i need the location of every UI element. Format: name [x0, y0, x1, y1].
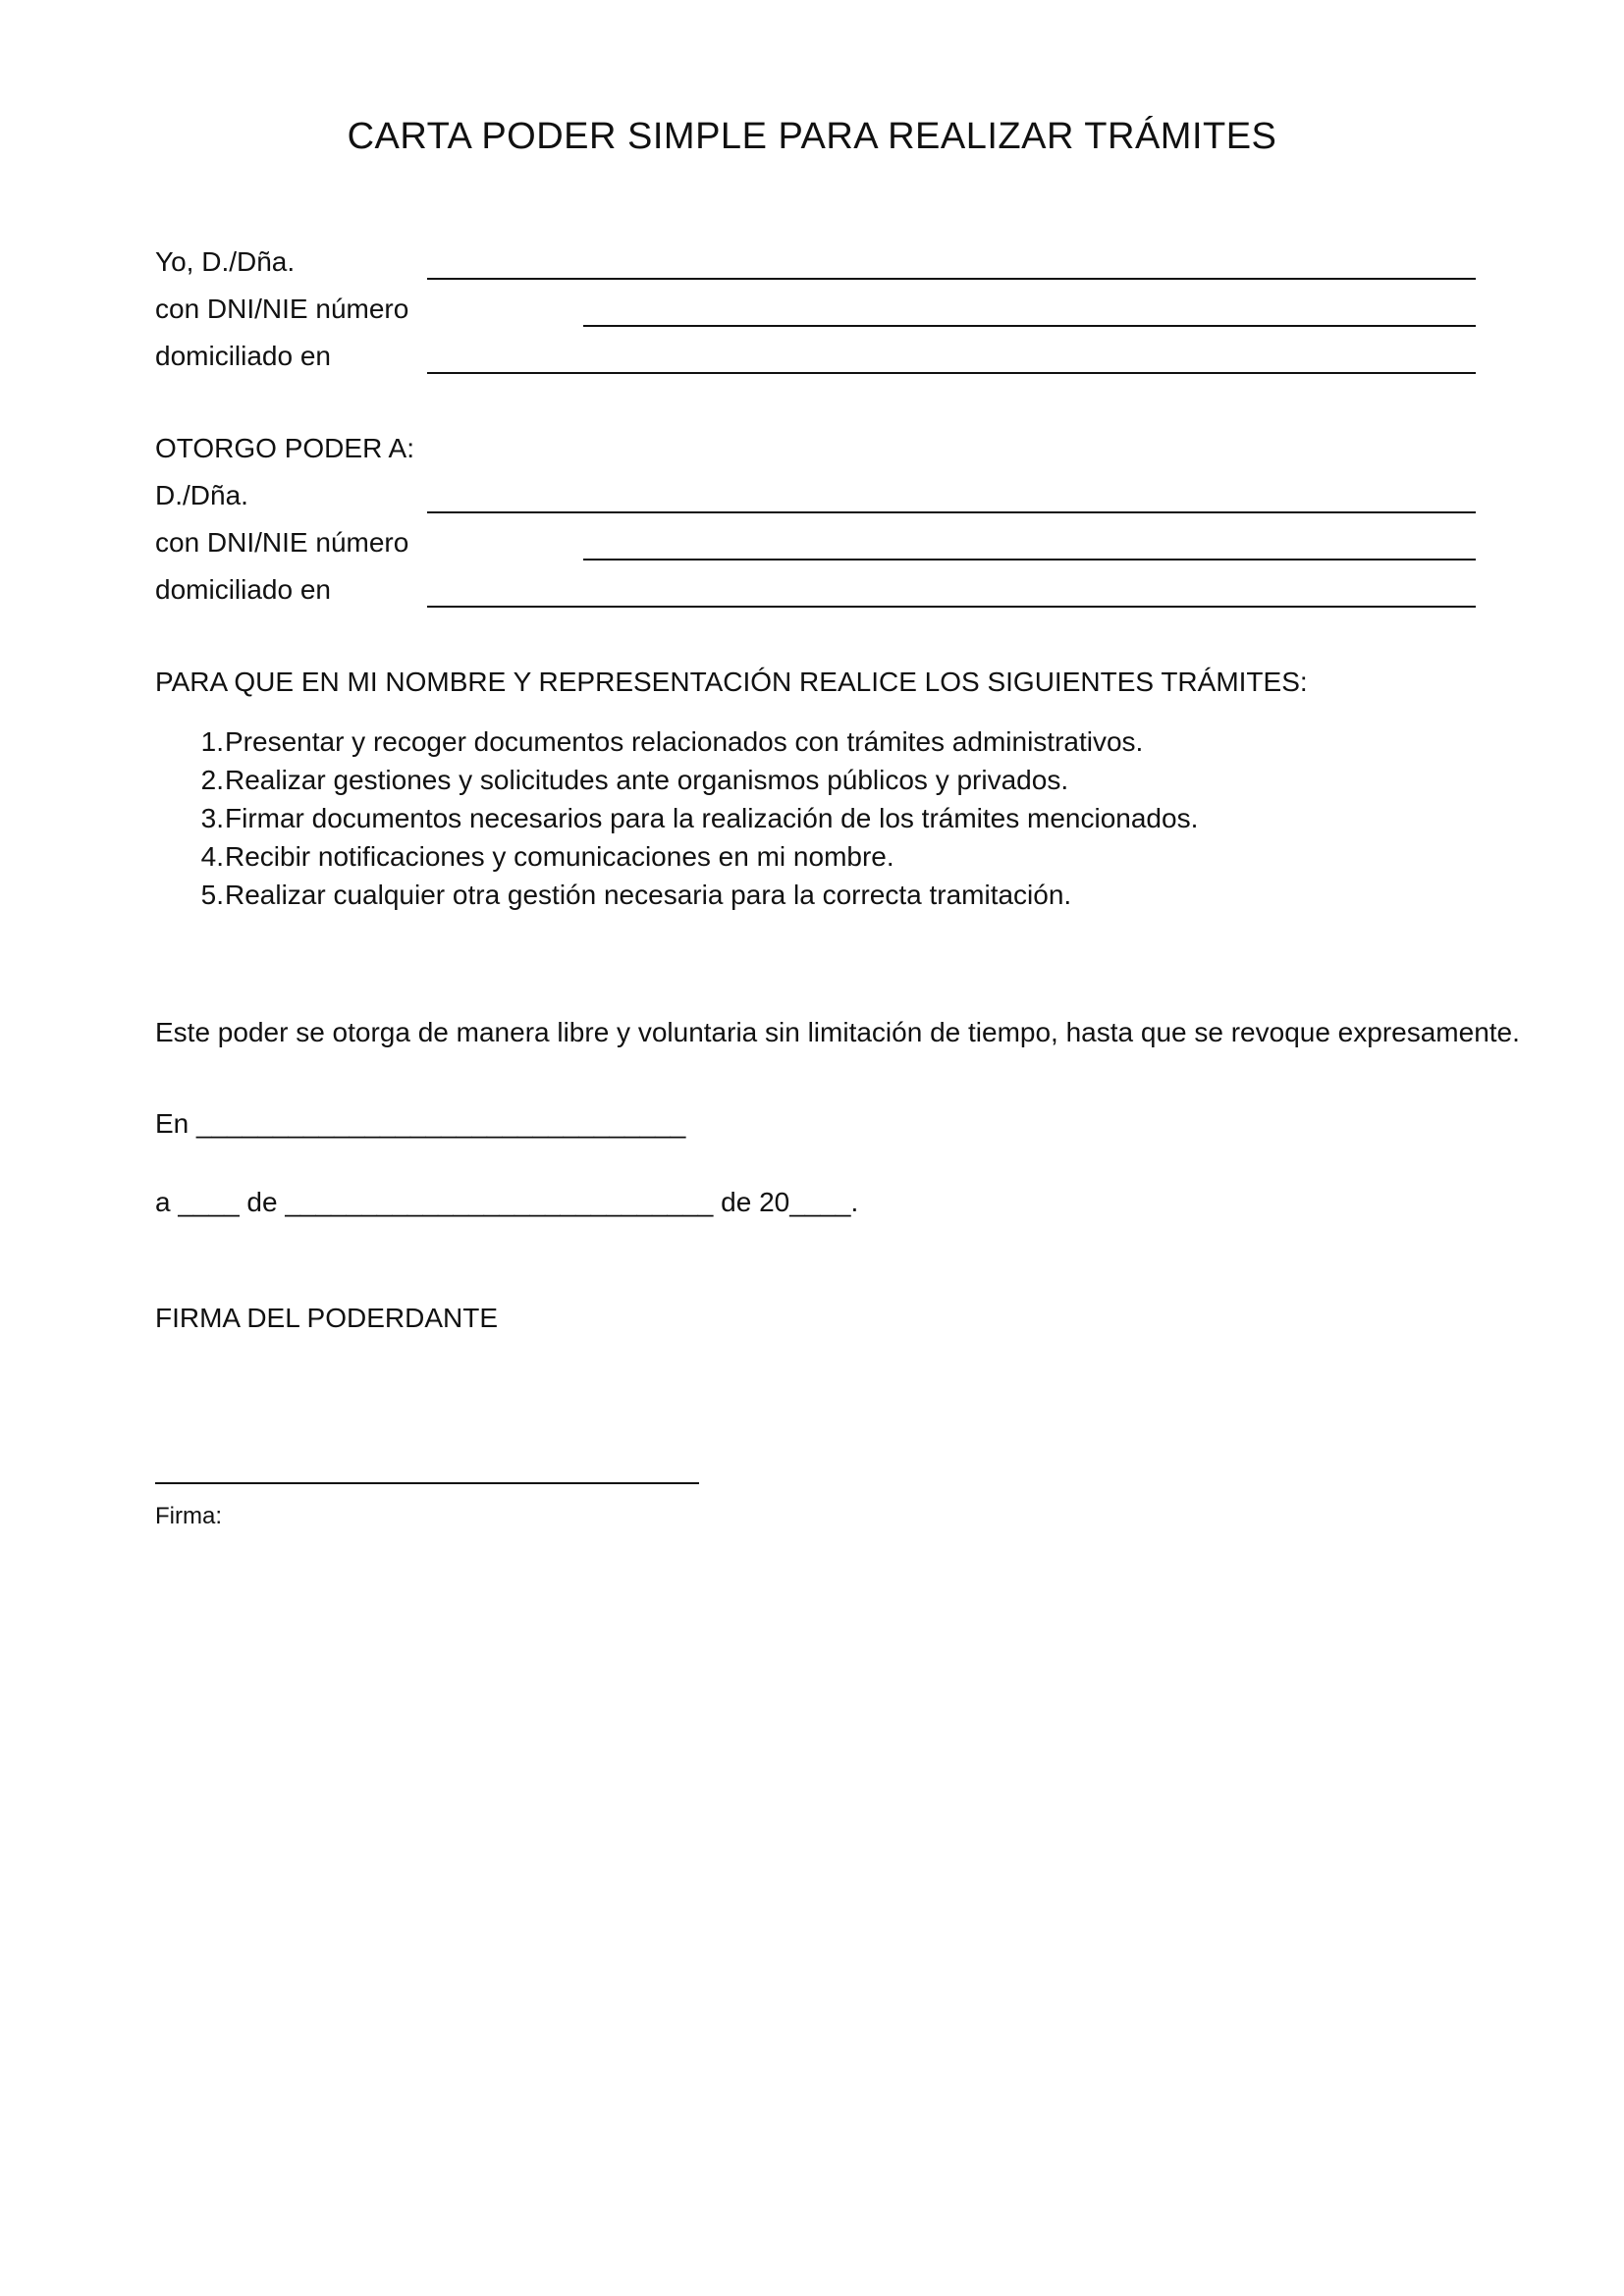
grantee-id-label: con DNI/NIE número: [155, 527, 409, 558]
date-line[interactable]: a ____ de ____________________________ de 20____.: [155, 1187, 859, 1217]
grantor-address-label: domiciliado en: [155, 341, 331, 371]
list-item-text: Realizar cualquier otra gestión necesaria para la correcta tramitación.: [225, 880, 1072, 910]
grantor-address-line[interactable]: [427, 372, 1476, 374]
grantee-heading: OTORGO PODER A:: [155, 433, 414, 463]
signature-heading: FIRMA DEL PODERDANTE: [155, 1303, 499, 1333]
list-item-number: 1.: [200, 726, 224, 757]
list-item-number: 2.: [200, 765, 224, 795]
grantor-id-line[interactable]: [583, 325, 1476, 327]
validity-paragraph: Este poder se otorga de manera libre y voluntaria sin limitación de tiempo, hasta que se revoque expresamente.: [155, 1017, 1520, 1047]
list-item-number: 3.: [200, 803, 224, 833]
list-item-text: Presentar y recoger documentos relacionados con trámites administrativos.: [225, 726, 1144, 757]
list-item-number: 4.: [200, 841, 224, 872]
place-line[interactable]: En ________________________________: [155, 1108, 686, 1139]
grantor-id-label: con DNI/NIE número: [155, 294, 409, 324]
signature-caption: Firma:: [155, 1503, 222, 1529]
grantee-address-label: domiciliado en: [155, 574, 331, 605]
procedures-heading: PARA QUE EN MI NOMBRE Y REPRESENTACIÓN REALICE LOS SIGUIENTES TRÁMITES:: [155, 667, 1308, 697]
document-title: CARTA PODER SIMPLE PARA REALIZAR TRÁMITES: [347, 116, 1277, 157]
grantee-name-label: D./Dña.: [155, 480, 248, 510]
grantee-name-line[interactable]: [427, 511, 1476, 513]
list-item-text: Firmar documentos necesarios para la realización de los trámites mencionados.: [225, 803, 1199, 833]
list-item-text: Realizar gestiones y solicitudes ante organismos públicos y privados.: [225, 765, 1069, 795]
list-item-text: Recibir notificaciones y comunicaciones en mi nombre.: [225, 841, 894, 872]
grantor-name-line[interactable]: [427, 278, 1476, 280]
grantee-address-line[interactable]: [427, 606, 1476, 608]
signature-line[interactable]: [155, 1482, 699, 1484]
grantor-name-label: Yo, D./Dña.: [155, 246, 296, 277]
grantee-id-line[interactable]: [583, 559, 1476, 561]
list-item-number: 5.: [200, 880, 224, 910]
